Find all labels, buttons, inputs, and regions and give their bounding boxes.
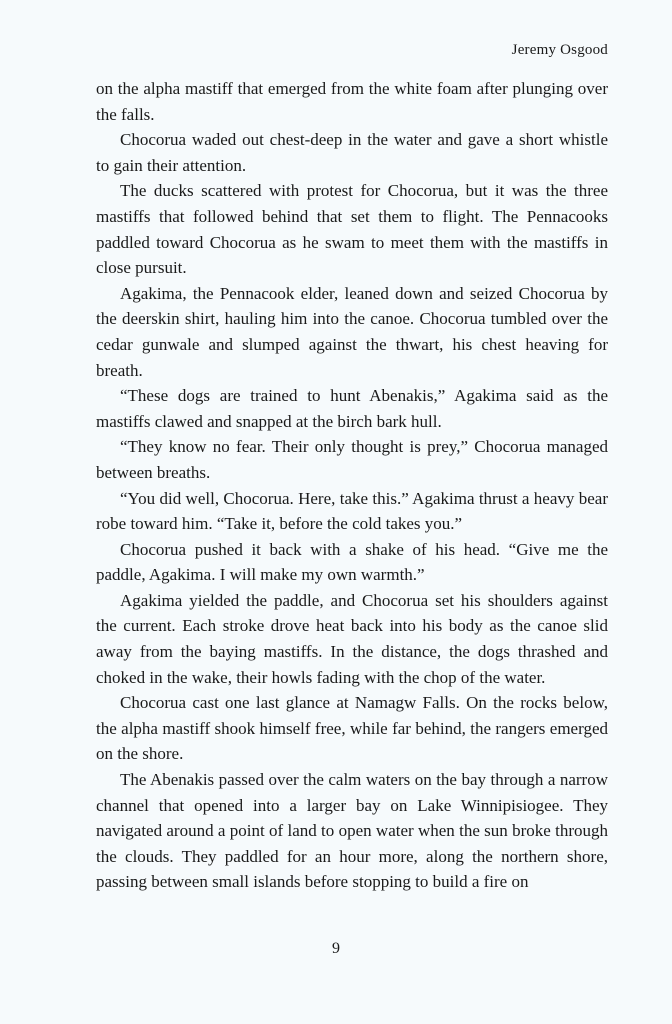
paragraph: Agakima, the Pennacook elder, leaned down and seized Chocorua by the deerskin shirt, hauling him into the canoe. Chocorua tumbled over the cedar gunwale and slumped against the thwart, his chest heaving for breath. — [96, 283, 608, 380]
body-text — [96, 76, 608, 895]
paragraph: on the alpha mastiff that emerged from the white foam after plunging over the falls. — [96, 79, 608, 124]
paragraph: The ducks scattered with protest for Chocorua, but it was the three mastiffs that followed behind that set them to flight. The Pennacooks paddled toward Chocorua as he swam to meet them with the mastiffs in close pursuit. — [96, 181, 608, 278]
paragraph: Agakima yielded the paddle, and Chocorua set his shoulders against the current. Each stroke drove heat back into his body as the canoe slid away from the baying mastiffs. In the distance, the dogs thrashed and choked in the wake, their howls fading with the chop of the water. — [96, 590, 608, 687]
paragraph: Chocorua waded out chest-deep in the water and gave a short whistle to gain their attention. — [96, 130, 608, 175]
paragraph: Chocorua cast one last glance at Namagw Falls. On the rocks below, the alpha mastiff shook himself free, while far behind, the rangers emerged on the shore. — [96, 693, 608, 764]
paragraph: “They know no fear. Their only thought is prey,” Chocorua managed between breaths. — [96, 437, 608, 482]
paragraph: The Abenakis passed over the calm waters on the bay through a narrow channel that opened into a larger bay on Lake Winnipisiogee. They navigated around a point of land to open water when the sun broke through the clouds. They paddled for an hour more, along the northern shore, passing between small islands before stopping to build a fire on — [96, 770, 608, 892]
page-number: 9 — [332, 940, 340, 957]
paragraph: “These dogs are trained to hunt Abenakis,” Agakima said as the mastiffs clawed and snapped at the birch bark hull. — [96, 386, 608, 431]
running-header-author: Jeremy Osgood — [511, 42, 608, 58]
paragraph: Chocorua pushed it back with a shake of his head. “Give me the paddle, Agakima. I will make my own warmth.” — [96, 539, 608, 585]
paragraph: “You did well, Chocorua. Here, take this.” Agakima thrust a heavy bear robe toward him. “Take it, before the cold takes you.” — [96, 488, 608, 534]
